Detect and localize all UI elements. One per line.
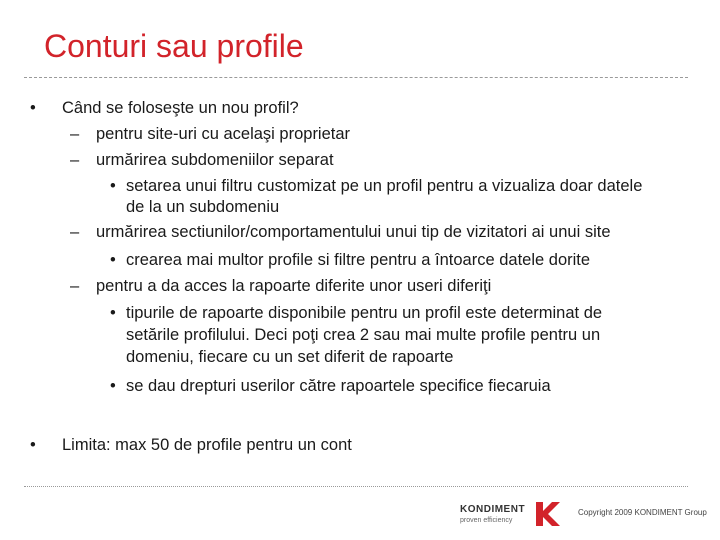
- bullet-marker: •: [110, 251, 116, 269]
- subsub-user-rights: se dau drepturi userilor către rapoartele specifice fiecaruia: [126, 377, 551, 395]
- sub-sections-behavior: urmărirea sectiunilor/comportamentului unui tip de vizitatori ai unui site: [96, 223, 611, 241]
- bullet-profile-limit: Limita: max 50 de profile pentru un cont: [62, 436, 352, 454]
- subsub-report-types-cont2: domeniu, fiecare cu un set diferit de rapoarte: [126, 348, 454, 366]
- dash-marker: –: [70, 151, 80, 169]
- kondiment-logo: [460, 500, 560, 530]
- sub-same-owner: pentru site-uri cu acelaşi proprietar: [96, 125, 351, 143]
- dash-marker: –: [70, 125, 80, 143]
- bullet-marker: •: [30, 99, 36, 117]
- bullet-when-new-profile: Când se foloseşte un nou profil?: [62, 99, 299, 117]
- bullet-marker: •: [110, 177, 116, 195]
- subsub-multiple-profiles: crearea mai multor profile si filtre pentru a întoarce datele dorite: [126, 251, 591, 269]
- sub-subdomains: urmărirea subdomeniilor separat: [96, 151, 334, 169]
- k-logo-icon: [534, 500, 560, 528]
- dash-marker: –: [70, 277, 80, 295]
- title-divider: [24, 77, 688, 78]
- bullet-marker: •: [30, 436, 36, 454]
- subsub-report-types-cont1: setările profilului. Deci poţi crea 2 sau mai multe profile pentru un: [126, 326, 601, 344]
- copyright-text: Copyright 2009 KONDIMENT Group: [578, 508, 707, 517]
- dash-marker: –: [70, 223, 80, 241]
- subsub-report-types: tipurile de rapoarte disponibile pentru un profil este determinat de: [126, 304, 603, 322]
- slide-title: Conturi sau profile: [44, 28, 304, 64]
- logo-wordmark: KONDIMENT: [460, 504, 526, 515]
- subsub-custom-filter: setarea unui filtru customizat pe un profil pentru a vizualiza doar datele: [126, 177, 643, 195]
- logo-tagline: proven efficiency: [460, 517, 513, 524]
- subsub-custom-filter-cont: de la un subdomeniu: [126, 198, 280, 216]
- footer-divider: [24, 486, 688, 487]
- sub-report-access: pentru a da acces la rapoarte diferite unor useri diferiţi: [96, 277, 492, 295]
- bullet-marker: •: [110, 377, 116, 395]
- bullet-marker: •: [110, 304, 116, 322]
